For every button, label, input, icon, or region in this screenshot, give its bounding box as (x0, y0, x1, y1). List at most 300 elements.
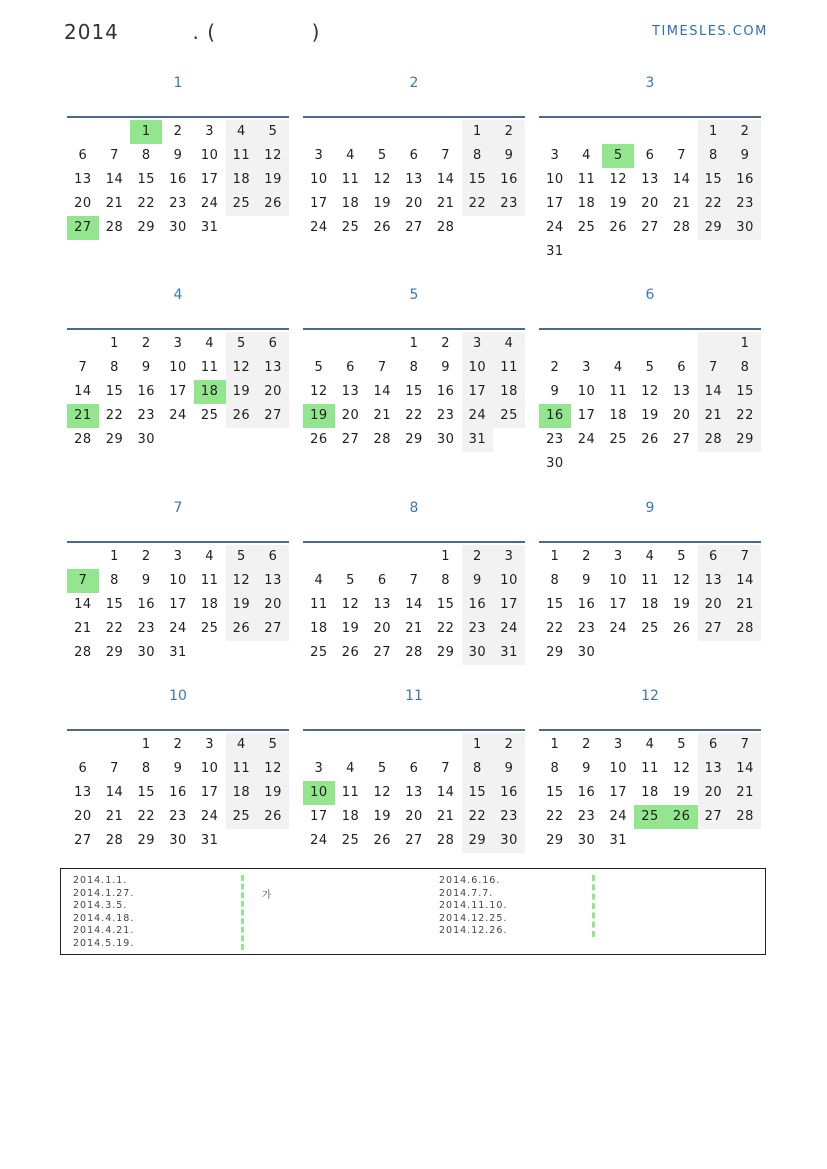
day-cell[interactable]: 24 (169, 621, 187, 636)
day-cell[interactable]: 24 (200, 809, 219, 824)
day-cell[interactable]: 6 (377, 573, 387, 588)
day-cell[interactable]: 23 (577, 809, 596, 824)
day-cell[interactable]: 4 (205, 549, 215, 564)
day-cell[interactable]: 9 (462, 569, 494, 593)
day-cell[interactable]: 1 (550, 737, 560, 752)
day-cell[interactable]: 4 (613, 360, 623, 375)
day-cell[interactable]: 2 (582, 549, 591, 564)
day-cell[interactable]: 17 (169, 384, 187, 399)
day-cell[interactable]: 4 (582, 148, 591, 163)
day-cell[interactable]: 17 (546, 196, 564, 211)
day-cell[interactable]: 1 (698, 120, 730, 144)
day-cell[interactable]: 14 (672, 172, 691, 187)
day-cell[interactable]: 6 (346, 360, 355, 375)
day-cell[interactable]: 28 (729, 617, 761, 641)
day-cell[interactable]: 5 (377, 148, 387, 163)
day-cell[interactable]: 9 (441, 360, 451, 375)
day-cell[interactable]: 6 (698, 733, 730, 757)
day-cell[interactable]: 18 (641, 785, 659, 800)
day-cell[interactable]: 28 (436, 220, 455, 235)
day-cell[interactable]: 11 (341, 172, 360, 187)
day-cell[interactable]: 29 (729, 428, 761, 452)
day-cell[interactable]: 25 (341, 220, 360, 235)
day-cell[interactable]: 23 (436, 408, 455, 423)
day-cell[interactable]: 20 (74, 196, 92, 211)
day-cell[interactable]: 16 (577, 597, 596, 612)
day-cell[interactable]: 19 (303, 404, 335, 428)
day-cell[interactable]: 14 (105, 172, 124, 187)
day-cell[interactable]: 19 (226, 593, 258, 617)
day-cell[interactable]: 26 (226, 404, 258, 428)
day-cell[interactable]: 15 (698, 168, 730, 192)
day-cell[interactable]: 20 (698, 781, 730, 805)
day-cell[interactable]: 10 (609, 761, 628, 776)
day-cell[interactable]: 21 (729, 593, 761, 617)
day-cell[interactable]: 3 (173, 336, 183, 351)
day-cell[interactable]: 11 (200, 360, 219, 375)
day-cell[interactable]: 10 (303, 781, 335, 805)
day-cell[interactable]: 8 (441, 573, 451, 588)
day-cell[interactable]: 24 (609, 809, 628, 824)
day-cell[interactable]: 15 (405, 384, 423, 399)
day-cell[interactable]: 8 (409, 360, 419, 375)
day-cell[interactable]: 11 (341, 785, 360, 800)
day-cell[interactable]: 26 (257, 805, 289, 829)
day-cell[interactable]: 14 (373, 384, 392, 399)
day-cell[interactable]: 15 (462, 781, 494, 805)
day-cell[interactable]: 14 (105, 785, 124, 800)
day-cell[interactable]: 24 (577, 432, 596, 447)
day-cell[interactable]: 13 (373, 597, 392, 612)
day-cell[interactable]: 16 (169, 785, 187, 800)
day-cell[interactable]: 30 (577, 833, 596, 848)
day-cell[interactable]: 11 (226, 144, 258, 168)
day-cell[interactable]: 29 (436, 645, 455, 660)
day-cell[interactable]: 23 (137, 408, 156, 423)
day-cell[interactable]: 3 (613, 737, 623, 752)
day-cell[interactable]: 2 (493, 733, 525, 757)
day-cell[interactable]: 30 (137, 432, 156, 447)
day-cell[interactable]: 25 (634, 805, 666, 829)
day-cell[interactable]: 21 (105, 196, 124, 211)
day-cell[interactable]: 26 (373, 833, 392, 848)
day-cell[interactable]: 9 (173, 761, 183, 776)
day-cell[interactable]: 5 (677, 549, 687, 564)
day-cell[interactable]: 21 (436, 196, 455, 211)
day-cell[interactable]: 24 (310, 220, 328, 235)
day-cell[interactable]: 7 (67, 569, 99, 593)
day-cell[interactable]: 19 (672, 785, 691, 800)
day-cell[interactable]: 22 (137, 196, 156, 211)
day-cell[interactable]: 13 (74, 172, 92, 187)
day-cell[interactable]: 12 (373, 172, 392, 187)
day-cell[interactable]: 17 (200, 172, 219, 187)
day-cell[interactable]: 18 (200, 597, 219, 612)
day-cell[interactable]: 31 (200, 220, 219, 235)
day-cell[interactable]: 7 (110, 761, 119, 776)
day-cell[interactable]: 9 (493, 144, 525, 168)
day-cell[interactable]: 27 (641, 220, 659, 235)
day-cell[interactable]: 16 (462, 593, 494, 617)
day-cell[interactable]: 27 (74, 833, 92, 848)
day-cell[interactable]: 16 (493, 168, 525, 192)
day-cell[interactable]: 25 (341, 833, 360, 848)
day-cell[interactable]: 11 (200, 573, 219, 588)
day-cell[interactable]: 7 (409, 573, 419, 588)
day-cell[interactable]: 8 (141, 761, 151, 776)
day-cell[interactable]: 31 (169, 645, 187, 660)
day-cell[interactable]: 24 (310, 833, 328, 848)
day-cell[interactable]: 6 (78, 148, 88, 163)
day-cell[interactable]: 12 (310, 384, 328, 399)
day-cell[interactable]: 24 (546, 220, 564, 235)
day-cell[interactable]: 29 (137, 833, 156, 848)
day-cell[interactable]: 13 (641, 172, 659, 187)
day-cell[interactable]: 26 (310, 432, 328, 447)
day-cell[interactable]: 16 (493, 781, 525, 805)
day-cell[interactable]: 5 (226, 545, 258, 569)
day-cell[interactable]: 9 (141, 573, 151, 588)
site-logo[interactable]: TIMESLES.COM (652, 24, 768, 39)
day-cell[interactable]: 21 (373, 408, 392, 423)
day-cell[interactable]: 28 (436, 833, 455, 848)
day-cell[interactable]: 8 (550, 573, 560, 588)
day-cell[interactable]: 29 (405, 432, 423, 447)
day-cell[interactable]: 23 (462, 617, 494, 641)
day-cell[interactable]: 23 (577, 621, 596, 636)
day-cell[interactable]: 22 (105, 621, 124, 636)
day-cell[interactable]: 22 (546, 809, 564, 824)
day-cell[interactable]: 3 (314, 761, 324, 776)
day-cell[interactable]: 28 (729, 805, 761, 829)
day-cell[interactable]: 31 (462, 428, 494, 452)
day-cell[interactable]: 27 (341, 432, 360, 447)
day-cell[interactable]: 18 (226, 781, 258, 805)
day-cell[interactable]: 30 (546, 456, 564, 471)
day-cell[interactable]: 22 (698, 192, 730, 216)
day-cell[interactable]: 4 (645, 549, 655, 564)
day-cell[interactable]: 15 (729, 380, 761, 404)
day-cell[interactable]: 15 (436, 597, 455, 612)
day-cell[interactable]: 5 (377, 761, 387, 776)
day-cell[interactable]: 2 (173, 737, 183, 752)
day-cell[interactable]: 6 (78, 761, 88, 776)
day-cell[interactable]: 7 (441, 761, 451, 776)
day-cell[interactable]: 6 (409, 148, 419, 163)
day-cell[interactable]: 18 (341, 809, 360, 824)
day-cell[interactable]: 4 (645, 737, 655, 752)
day-cell[interactable]: 7 (110, 148, 119, 163)
day-cell[interactable]: 18 (310, 621, 328, 636)
day-cell[interactable]: 21 (67, 404, 99, 428)
day-cell[interactable]: 9 (582, 761, 591, 776)
day-cell[interactable]: 7 (729, 733, 761, 757)
day-cell[interactable]: 11 (641, 761, 659, 776)
day-cell[interactable]: 12 (373, 785, 392, 800)
day-cell[interactable]: 22 (405, 408, 423, 423)
day-cell[interactable]: 18 (226, 168, 258, 192)
day-cell[interactable]: 20 (341, 408, 360, 423)
day-cell[interactable]: 17 (493, 593, 525, 617)
day-cell[interactable]: 14 (729, 569, 761, 593)
day-cell[interactable]: 15 (137, 172, 156, 187)
day-cell[interactable]: 20 (373, 621, 392, 636)
day-cell[interactable]: 3 (550, 148, 560, 163)
day-cell[interactable]: 21 (105, 809, 124, 824)
day-cell[interactable]: 1 (130, 120, 162, 144)
day-cell[interactable]: 4 (226, 733, 258, 757)
day-cell[interactable]: 23 (546, 432, 564, 447)
day-cell[interactable]: 14 (74, 597, 92, 612)
day-cell[interactable]: 19 (341, 621, 360, 636)
day-cell[interactable]: 30 (436, 432, 455, 447)
day-cell[interactable]: 4 (205, 336, 215, 351)
day-cell[interactable]: 27 (67, 216, 99, 240)
day-cell[interactable]: 6 (698, 545, 730, 569)
day-cell[interactable]: 9 (729, 144, 761, 168)
day-cell[interactable]: 5 (226, 332, 258, 356)
day-cell[interactable]: 23 (729, 192, 761, 216)
day-cell[interactable]: 1 (141, 737, 151, 752)
day-cell[interactable]: 13 (74, 785, 92, 800)
day-cell[interactable]: 20 (641, 196, 659, 211)
day-cell[interactable]: 2 (729, 120, 761, 144)
day-cell[interactable]: 20 (257, 593, 289, 617)
day-cell[interactable]: 17 (609, 785, 628, 800)
day-cell[interactable]: 15 (546, 597, 564, 612)
day-cell[interactable]: 13 (405, 172, 423, 187)
day-cell[interactable]: 1 (110, 336, 119, 351)
day-cell[interactable]: 20 (698, 593, 730, 617)
day-cell[interactable]: 2 (550, 360, 560, 375)
day-cell[interactable]: 27 (405, 833, 423, 848)
day-cell[interactable]: 12 (257, 757, 289, 781)
day-cell[interactable]: 26 (257, 192, 289, 216)
day-cell[interactable]: 22 (462, 805, 494, 829)
day-cell[interactable]: 20 (672, 408, 691, 423)
day-cell[interactable]: 16 (137, 597, 156, 612)
day-cell[interactable]: 25 (200, 408, 219, 423)
day-cell[interactable]: 2 (462, 545, 494, 569)
day-cell[interactable]: 24 (200, 196, 219, 211)
day-cell[interactable]: 27 (373, 645, 392, 660)
day-cell[interactable]: 10 (462, 356, 494, 380)
day-cell[interactable]: 20 (257, 380, 289, 404)
day-cell[interactable]: 13 (257, 356, 289, 380)
day-cell[interactable]: 27 (257, 404, 289, 428)
day-cell[interactable]: 9 (493, 757, 525, 781)
day-cell[interactable]: 12 (672, 761, 691, 776)
day-cell[interactable]: 10 (310, 172, 328, 187)
day-cell[interactable]: 9 (173, 148, 183, 163)
day-cell[interactable]: 12 (226, 569, 258, 593)
day-cell[interactable]: 31 (546, 244, 564, 259)
day-cell[interactable]: 23 (493, 805, 525, 829)
day-cell[interactable]: 25 (226, 192, 258, 216)
day-cell[interactable]: 17 (609, 597, 628, 612)
day-cell[interactable]: 11 (641, 573, 659, 588)
day-cell[interactable]: 26 (226, 617, 258, 641)
day-cell[interactable]: 7 (377, 360, 387, 375)
day-cell[interactable]: 28 (698, 428, 730, 452)
day-cell[interactable]: 1 (462, 120, 494, 144)
day-cell[interactable]: 7 (677, 148, 687, 163)
day-cell[interactable]: 4 (493, 332, 525, 356)
day-cell[interactable]: 14 (698, 380, 730, 404)
day-cell[interactable]: 16 (539, 404, 571, 428)
day-cell[interactable]: 14 (74, 384, 92, 399)
day-cell[interactable]: 17 (462, 380, 494, 404)
day-cell[interactable]: 12 (341, 597, 360, 612)
day-cell[interactable]: 9 (582, 573, 591, 588)
day-cell[interactable]: 24 (493, 617, 525, 641)
day-cell[interactable]: 3 (173, 549, 183, 564)
day-cell[interactable]: 28 (74, 645, 92, 660)
day-cell[interactable]: 3 (613, 549, 623, 564)
day-cell[interactable]: 6 (257, 545, 289, 569)
day-cell[interactable]: 27 (257, 617, 289, 641)
day-cell[interactable]: 19 (641, 408, 659, 423)
day-cell[interactable]: 21 (74, 621, 92, 636)
day-cell[interactable]: 16 (729, 168, 761, 192)
day-cell[interactable]: 2 (582, 737, 591, 752)
day-cell[interactable]: 13 (405, 785, 423, 800)
day-cell[interactable]: 15 (546, 785, 564, 800)
day-cell[interactable]: 18 (194, 380, 226, 404)
day-cell[interactable]: 8 (141, 148, 151, 163)
day-cell[interactable]: 19 (672, 597, 691, 612)
day-cell[interactable]: 27 (672, 432, 691, 447)
day-cell[interactable]: 2 (173, 124, 183, 139)
day-cell[interactable]: 26 (641, 432, 659, 447)
day-cell[interactable]: 17 (577, 408, 596, 423)
day-cell[interactable]: 12 (609, 172, 628, 187)
day-cell[interactable]: 14 (436, 172, 455, 187)
day-cell[interactable]: 16 (577, 785, 596, 800)
day-cell[interactable]: 29 (105, 432, 124, 447)
day-cell[interactable]: 21 (672, 196, 691, 211)
day-cell[interactable]: 20 (405, 809, 423, 824)
day-cell[interactable]: 4 (346, 761, 355, 776)
day-cell[interactable]: 7 (698, 356, 730, 380)
day-cell[interactable]: 26 (341, 645, 360, 660)
day-cell[interactable]: 22 (137, 809, 156, 824)
day-cell[interactable]: 1 (441, 549, 451, 564)
day-cell[interactable]: 31 (609, 833, 628, 848)
day-cell[interactable]: 30 (577, 645, 596, 660)
day-cell[interactable]: 18 (577, 196, 596, 211)
day-cell[interactable]: 17 (310, 809, 328, 824)
day-cell[interactable]: 13 (341, 384, 360, 399)
day-cell[interactable]: 28 (105, 833, 124, 848)
day-cell[interactable]: 8 (462, 144, 494, 168)
day-cell[interactable]: 4 (346, 148, 355, 163)
day-cell[interactable]: 5 (314, 360, 324, 375)
day-cell[interactable]: 10 (169, 360, 187, 375)
day-cell[interactable]: 28 (373, 432, 392, 447)
day-cell[interactable]: 27 (698, 805, 730, 829)
day-cell[interactable]: 14 (436, 785, 455, 800)
day-cell[interactable]: 24 (609, 621, 628, 636)
day-cell[interactable]: 12 (672, 573, 691, 588)
day-cell[interactable]: 21 (729, 781, 761, 805)
day-cell[interactable]: 16 (169, 172, 187, 187)
day-cell[interactable]: 5 (346, 573, 355, 588)
day-cell[interactable]: 28 (74, 432, 92, 447)
day-cell[interactable]: 29 (137, 220, 156, 235)
day-cell[interactable]: 3 (205, 124, 215, 139)
day-cell[interactable]: 30 (169, 833, 187, 848)
day-cell[interactable]: 21 (698, 404, 730, 428)
day-cell[interactable]: 25 (200, 621, 219, 636)
day-cell[interactable]: 19 (257, 781, 289, 805)
day-cell[interactable]: 29 (462, 829, 494, 853)
day-cell[interactable]: 9 (550, 384, 560, 399)
day-cell[interactable]: 25 (226, 805, 258, 829)
day-cell[interactable]: 10 (200, 761, 219, 776)
day-cell[interactable]: 30 (137, 645, 156, 660)
day-cell[interactable]: 3 (205, 737, 215, 752)
day-cell[interactable]: 19 (373, 196, 392, 211)
day-cell[interactable]: 5 (677, 737, 687, 752)
day-cell[interactable]: 16 (137, 384, 156, 399)
day-cell[interactable]: 6 (257, 332, 289, 356)
day-cell[interactable]: 22 (436, 621, 455, 636)
day-cell[interactable]: 22 (462, 192, 494, 216)
day-cell[interactable]: 26 (672, 621, 691, 636)
day-cell[interactable]: 18 (609, 408, 628, 423)
day-cell[interactable]: 4 (226, 120, 258, 144)
day-cell[interactable]: 10 (493, 569, 525, 593)
day-cell[interactable]: 7 (729, 545, 761, 569)
day-cell[interactable]: 10 (200, 148, 219, 163)
day-cell[interactable]: 10 (546, 172, 564, 187)
day-cell[interactable]: 19 (373, 809, 392, 824)
day-cell[interactable]: 15 (105, 597, 124, 612)
day-cell[interactable]: 25 (609, 432, 628, 447)
day-cell[interactable]: 13 (257, 569, 289, 593)
day-cell[interactable]: 6 (645, 148, 655, 163)
day-cell[interactable]: 10 (169, 573, 187, 588)
day-cell[interactable]: 19 (609, 196, 628, 211)
day-cell[interactable]: 13 (672, 384, 691, 399)
day-cell[interactable]: 2 (441, 336, 451, 351)
day-cell[interactable]: 25 (310, 645, 328, 660)
day-cell[interactable]: 20 (405, 196, 423, 211)
day-cell[interactable]: 30 (729, 216, 761, 240)
day-cell[interactable]: 5 (257, 733, 289, 757)
day-cell[interactable]: 17 (310, 196, 328, 211)
day-cell[interactable]: 24 (169, 408, 187, 423)
day-cell[interactable]: 23 (493, 192, 525, 216)
day-cell[interactable]: 19 (257, 168, 289, 192)
day-cell[interactable]: 25 (493, 404, 525, 428)
day-cell[interactable]: 2 (141, 549, 151, 564)
day-cell[interactable]: 18 (493, 380, 525, 404)
day-cell[interactable]: 3 (493, 545, 525, 569)
day-cell[interactable]: 24 (462, 404, 494, 428)
day-cell[interactable]: 1 (462, 733, 494, 757)
day-cell[interactable]: 19 (226, 380, 258, 404)
day-cell[interactable]: 29 (698, 216, 730, 240)
day-cell[interactable]: 30 (169, 220, 187, 235)
day-cell[interactable]: 26 (609, 220, 628, 235)
day-cell[interactable]: 1 (729, 332, 761, 356)
day-cell[interactable]: 3 (314, 148, 324, 163)
day-cell[interactable]: 4 (314, 573, 324, 588)
day-cell[interactable]: 15 (137, 785, 156, 800)
day-cell[interactable]: 27 (405, 220, 423, 235)
